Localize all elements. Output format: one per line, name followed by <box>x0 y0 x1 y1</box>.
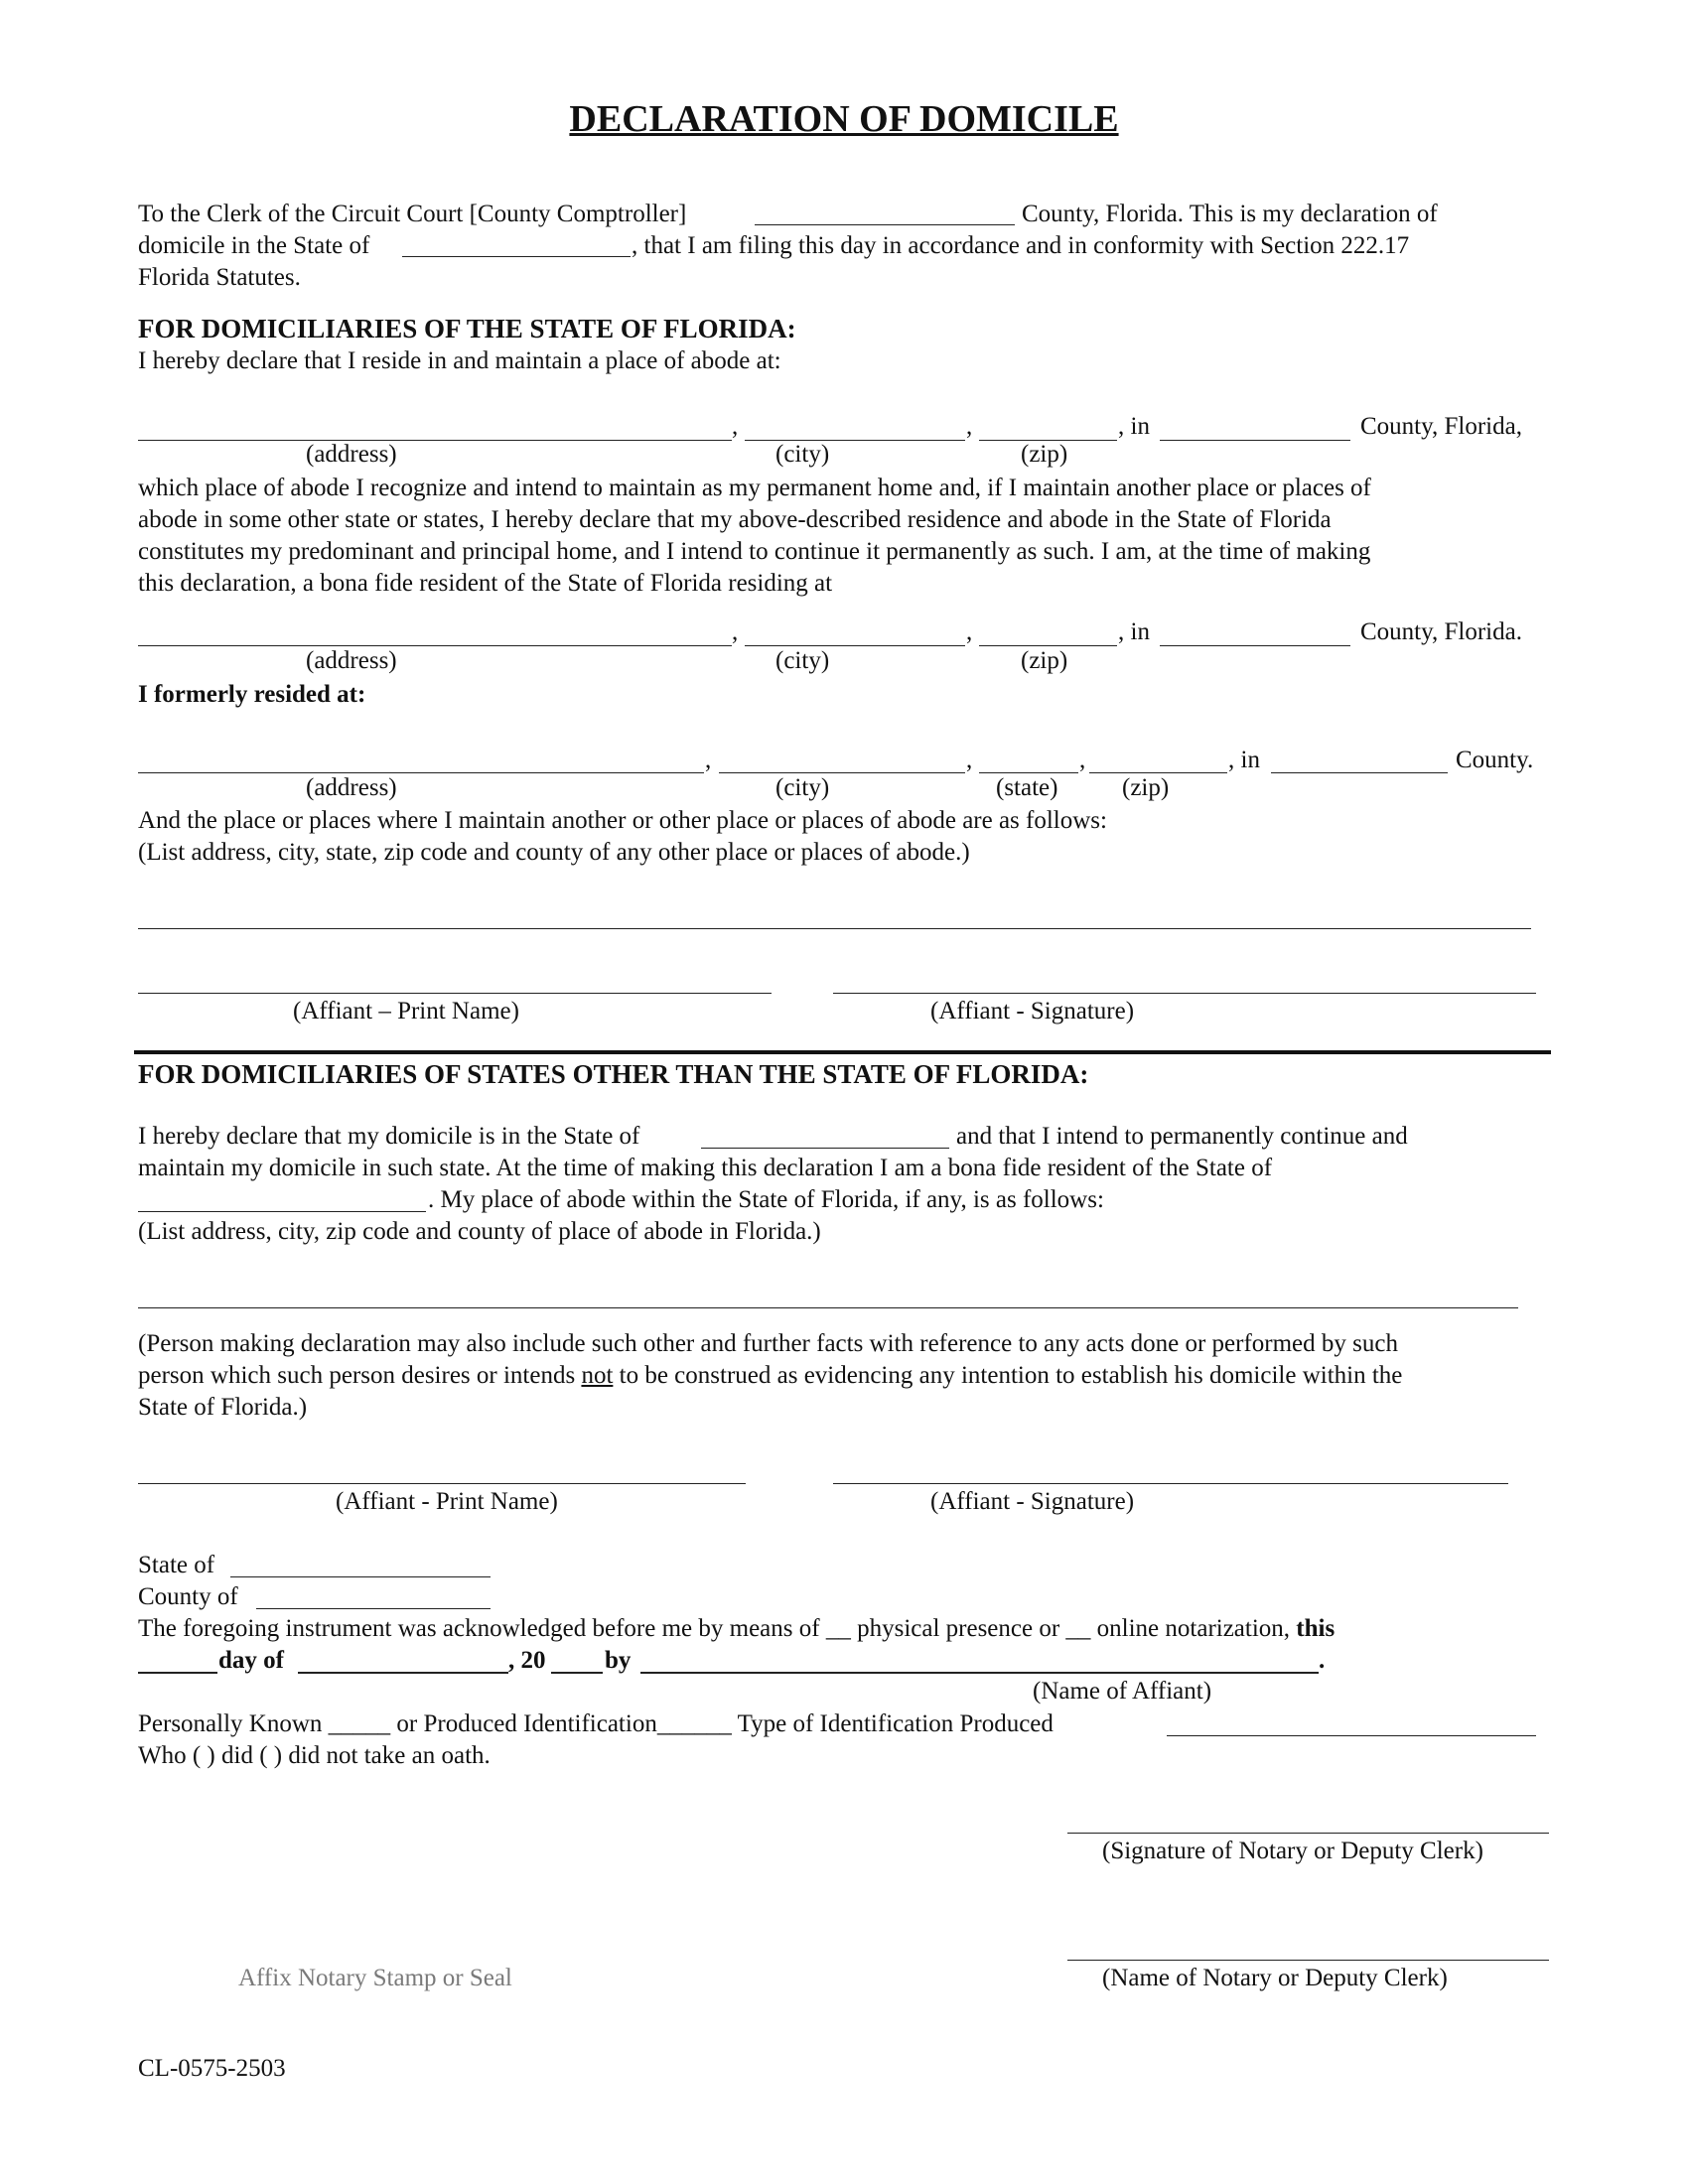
para-line: constitutes my predominant and principal home, and I intend to continue it permanently as such. I am, at the time of making <box>138 538 1371 565</box>
address-field-3[interactable] <box>138 772 704 773</box>
comma: , <box>1079 747 1086 773</box>
os-note-2: person which such person desires or intends not to be construed as evidencing any intention to establish his domicile within the <box>138 1362 1403 1389</box>
county-field[interactable] <box>755 224 1015 225</box>
os-line4: (List address, city, zip code and county of place of abode in Florida.) <box>138 1218 821 1245</box>
affiant-signature-field-fl[interactable] <box>833 993 1536 994</box>
os-note-1: (Person making declaration may also include such other and further facts with reference to any acts done or performed by such <box>138 1330 1398 1357</box>
comma: , <box>966 618 973 645</box>
caption-affiant-print: (Affiant – Print Name) <box>293 998 519 1024</box>
para-line: abode in some other state or states, I hereby declare that my above-described residence and abode in the State of Florida <box>138 506 1332 533</box>
para-line: which place of abode I recognize and intend to maintain as my permanent home and, if I maintain another place or places of <box>138 475 1371 501</box>
intro-line2-b: , that I am filing this day in accordance and in conformity with Section 222.17 <box>632 232 1410 259</box>
comma: , <box>732 413 739 440</box>
notary-signature-field[interactable] <box>1067 1833 1549 1834</box>
caption-state: (state) <box>996 774 1058 801</box>
other-places-note: (List address, city, state, zip code and county of any other place or places of abode.) <box>138 839 970 866</box>
florida-abode-field[interactable] <box>138 1307 1518 1308</box>
county-field-2[interactable] <box>1160 645 1350 646</box>
identification-type-field[interactable] <box>1167 1735 1536 1736</box>
county-of-label: County of <box>138 1583 238 1610</box>
address-field-2[interactable] <box>138 645 732 646</box>
county-label: County. <box>1456 747 1534 773</box>
caption-zip: (zip) <box>1021 647 1068 674</box>
affiant-print-field-os[interactable] <box>138 1483 746 1484</box>
oath-text: Who ( ) did ( ) did not take an oath. <box>138 1742 491 1769</box>
caption-zip: (zip) <box>1021 441 1068 468</box>
comma: , <box>732 618 739 645</box>
other-states-heading: FOR DOMICILIARIES OF STATES OTHER THAN THE STATE OF FLORIDA: <box>138 1059 1089 1089</box>
page-title: DECLARATION OF DOMICILE <box>569 98 1119 140</box>
domicile-state-field[interactable] <box>701 1148 949 1149</box>
county-florida-label: County, Florida. <box>1360 618 1522 645</box>
os-line3: . My place of abode within the State of Florida, if any, is as follows: <box>428 1186 1104 1213</box>
in-label: , in <box>1228 747 1260 773</box>
affiant-signature-field-os[interactable] <box>833 1483 1508 1484</box>
in-label: , in <box>1118 618 1150 645</box>
caption-address: (address) <box>306 441 397 468</box>
in-label: , in <box>1118 413 1150 440</box>
caption-address: (address) <box>306 774 397 801</box>
caption-affiant-signature: (Affiant - Signature) <box>930 1488 1135 1515</box>
comma: , <box>966 413 973 440</box>
address-field-1[interactable] <box>138 440 732 441</box>
resident-state-field[interactable] <box>138 1211 426 1212</box>
state-of-label: State of <box>138 1552 215 1578</box>
os-line1-a: I hereby declare that my domicile is in the State of <box>138 1123 640 1150</box>
caption-city: (city) <box>775 774 830 801</box>
caption-affiant-print: (Affiant - Print Name) <box>336 1488 558 1515</box>
comma: , <box>705 747 712 773</box>
year-prefix-label: , 20 <box>508 1647 546 1674</box>
caption-city: (city) <box>775 647 830 674</box>
formerly-label: I formerly resided at: <box>138 681 366 708</box>
caption-notary-name: (Name of Notary or Deputy Clerk) <box>1102 1965 1448 1991</box>
notary-county-field[interactable] <box>256 1608 491 1609</box>
florida-heading: FOR DOMICILIARIES OF THE STATE OF FLORIDA: <box>138 314 796 343</box>
form-code: CL-0575-2503 <box>138 2055 286 2082</box>
os-note-3: State of Florida.) <box>138 1394 308 1421</box>
os-line1-b: and that I intend to permanently continue and <box>956 1123 1408 1150</box>
county-florida-label: County, Florida, <box>1360 413 1522 440</box>
state-field[interactable] <box>402 256 631 257</box>
personally-known-text: Personally Known _____ or Produced Identification______ Type of Identification Produced <box>138 1710 1054 1737</box>
intro-line1-b: County, Florida. This is my declaration of <box>1022 201 1438 227</box>
notary-state-field[interactable] <box>230 1576 491 1577</box>
para-line: this declaration, a bona fide resident of the State of Florida residing at <box>138 570 833 597</box>
caption-name-of-affiant: (Name of Affiant) <box>1033 1678 1212 1705</box>
florida-declare: I hereby declare that I reside in and maintain a place of abode at: <box>138 347 781 374</box>
by-label: by <box>605 1647 632 1674</box>
month-field[interactable] <box>298 1672 508 1674</box>
county-field-3[interactable] <box>1271 772 1448 773</box>
caption-city: (city) <box>775 441 830 468</box>
notary-stamp-area: Affix Notary Stamp or Seal <box>238 1965 512 1991</box>
other-places-field[interactable] <box>138 928 1531 929</box>
intro-line1-a: To the Clerk of the Circuit Court [County Comptroller] <box>138 201 687 227</box>
affiant-print-field-fl[interactable] <box>138 993 772 994</box>
affiant-name-field[interactable] <box>640 1672 1319 1674</box>
day-field[interactable] <box>138 1672 217 1674</box>
acknowledgement-text: The foregoing instrument was acknowledged before me by means of __ physical presence or __ online notarization, this <box>138 1615 1336 1642</box>
notary-name-field[interactable] <box>1067 1960 1549 1961</box>
caption-address: (address) <box>306 647 397 674</box>
year-field[interactable] <box>551 1672 603 1674</box>
caption-affiant-signature: (Affiant - Signature) <box>930 998 1135 1024</box>
day-of-label: day of <box>218 1647 284 1674</box>
county-field-1[interactable] <box>1160 440 1350 441</box>
intro-line3: Florida Statutes. <box>138 264 301 291</box>
caption-notary-signature: (Signature of Notary or Deputy Clerk) <box>1102 1838 1483 1864</box>
os-line2: maintain my domicile in such state. At the time of making this declaration I am a bona fide resident of the State of <box>138 1155 1273 1181</box>
period: . <box>1319 1647 1326 1674</box>
caption-zip: (zip) <box>1122 774 1170 801</box>
section-divider <box>134 1050 1551 1054</box>
intro-line2-a: domicile in the State of <box>138 232 370 259</box>
other-places-text: And the place or places where I maintain another or other place or places of abode are as follows: <box>138 807 1107 834</box>
comma: , <box>966 747 973 773</box>
city-field-3[interactable] <box>719 772 965 773</box>
